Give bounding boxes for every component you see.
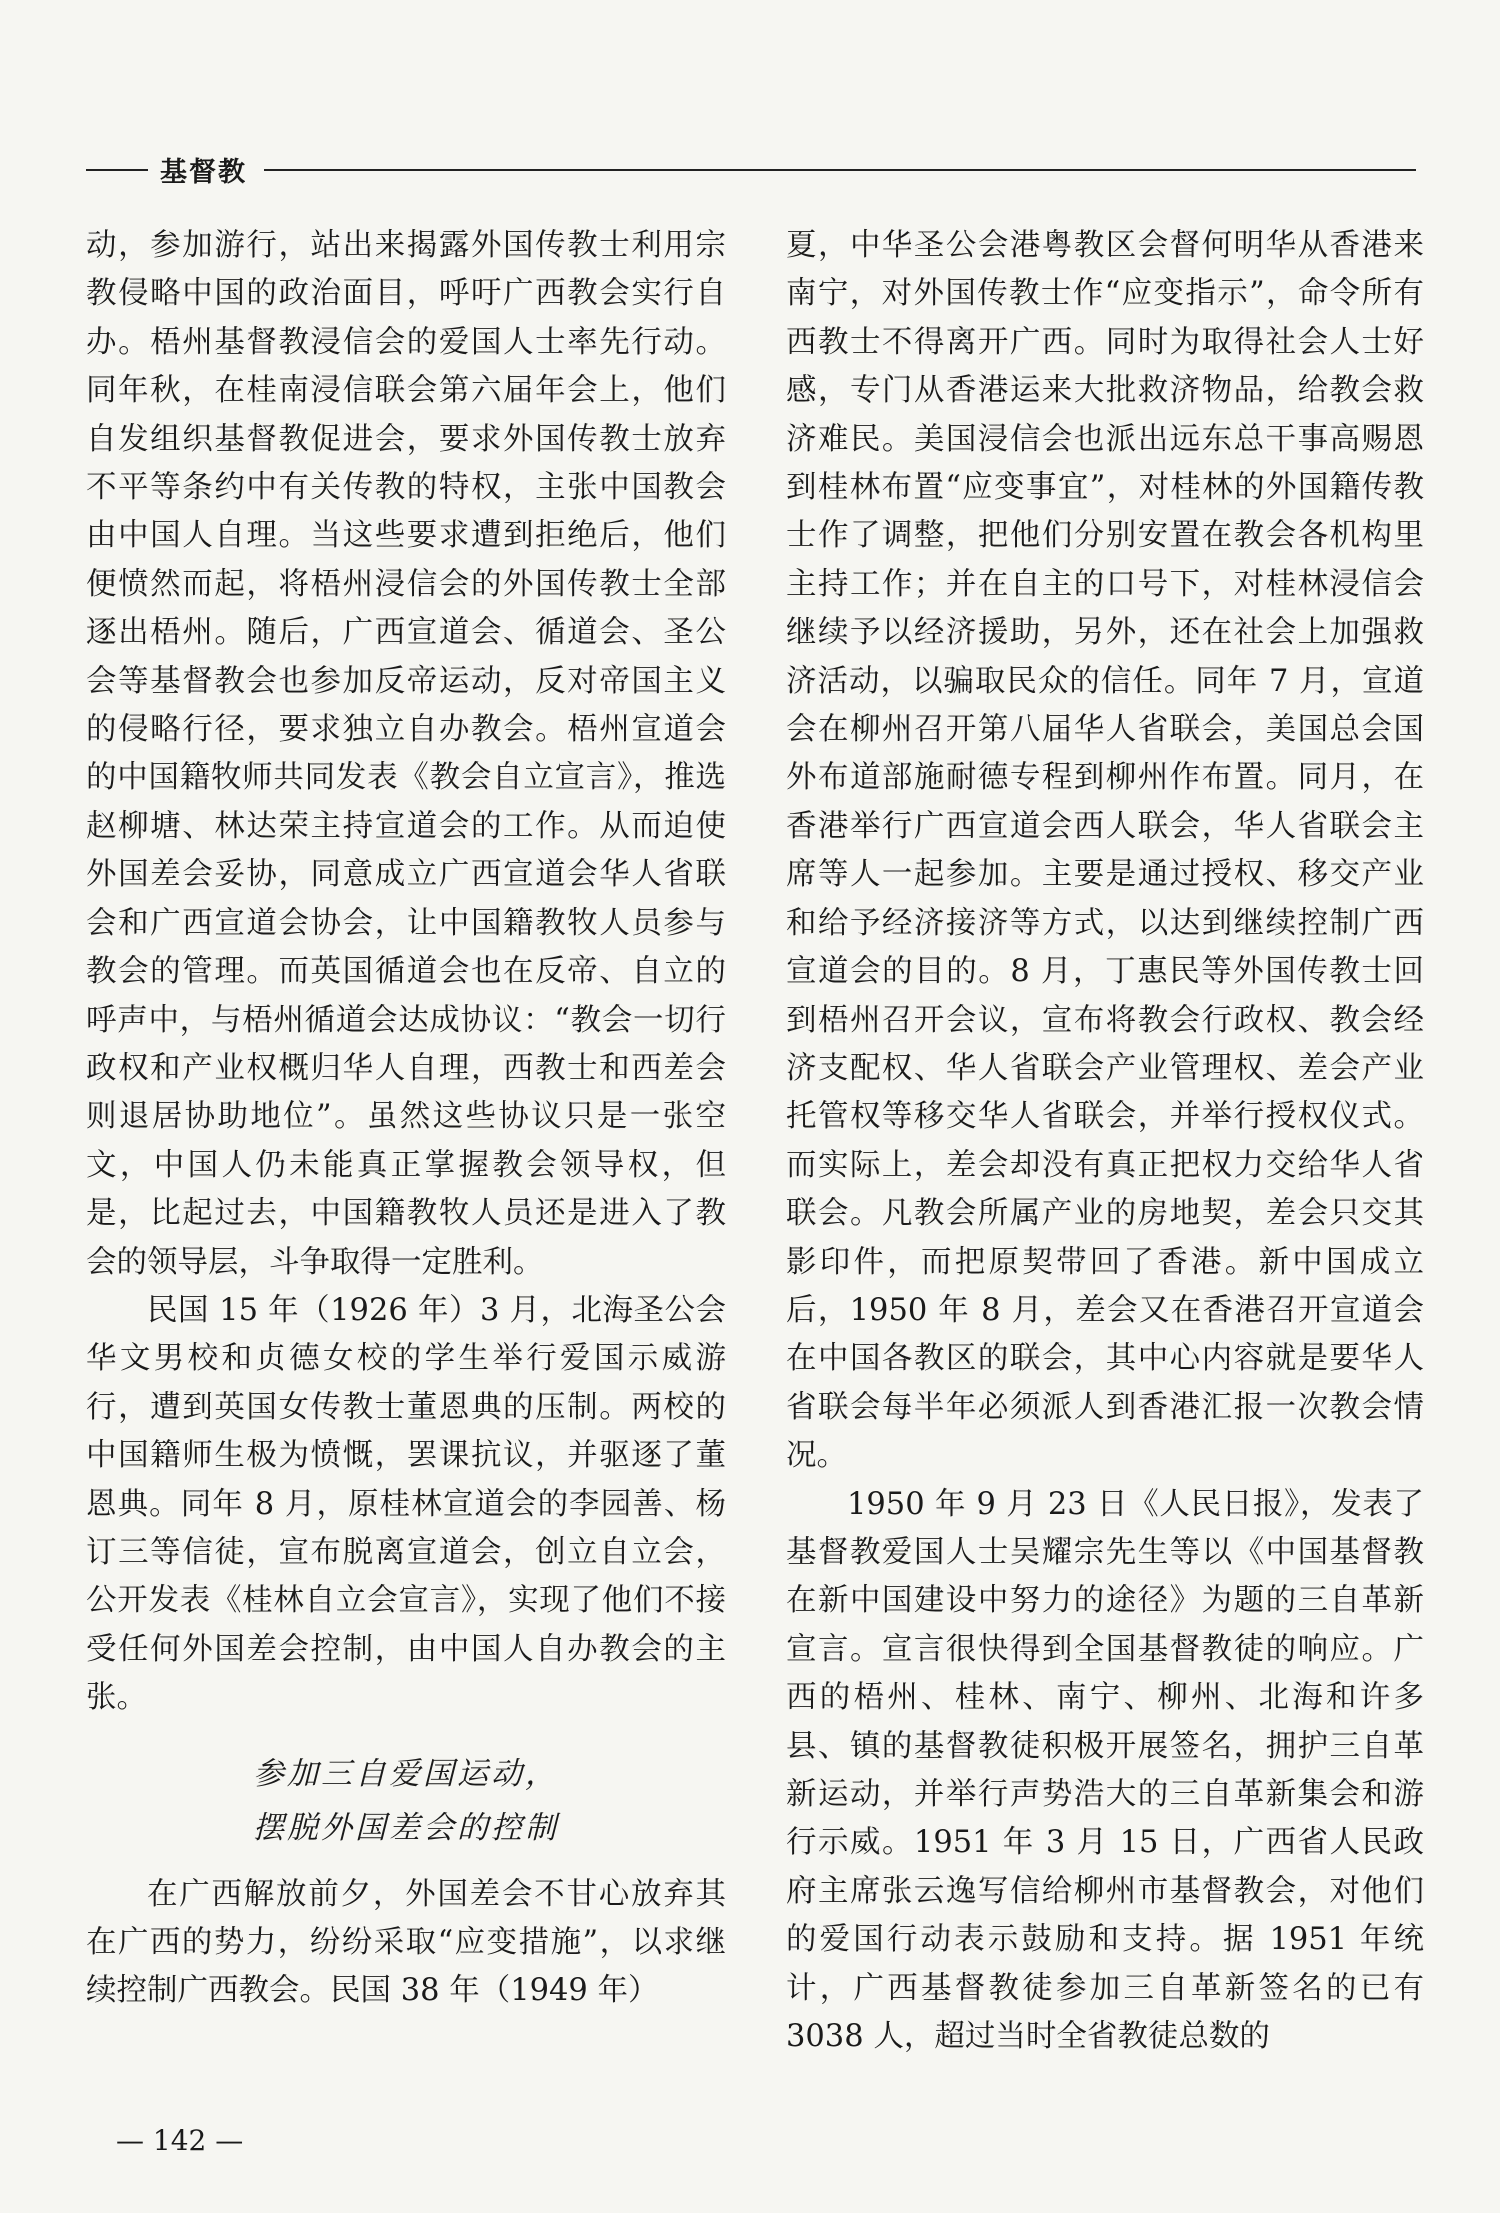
left-paragraph-2: 民国 15 年（1926 年）3 月，北海圣公会华文男校和贞德女校的学生举行爱国示威游行，遭到英国女传教士董恩典的压制。两校的中国籍师生极为愤慨，罢课抗议，并驱逐了董恩典。同年 8 月，原桂林宣道会的李园善、杨订三等信徒，宣布脱离宣道会，创立自立会，公开发表《桂林自立会宣言》，实现了他们不接受任何外国差会控制，由中国人自办教会的主张。 [86, 1292, 726, 1716]
section-heading-line-1: 参加三自爱国运动， [253, 1755, 559, 1792]
left-column [86, 222, 726, 2142]
left-paragraph-3: 在广西解放前夕，外国差会不甘心放弃其在广西的势力，纷纷采取“应变措施”，以求继续控制广西教会。民国 38 年（1949 年） [86, 1876, 726, 2009]
header-rule-right [264, 169, 1416, 171]
right-paragraph-2: 1950 年 9 月 23 日《人民日报》，发表了基督教爱国人士吴耀宗先生等以《中国基督教在新中国建设中努力的途径》为题的三自革新宣言。宣言很快得到全国基督教徒的响应。广西的梧州、桂林、南宁、柳州、北海和许多县、镇的基督教徒积极开展签名，拥护三自革新运动，并举行声势浩大的三自革新集会和游行示威。1951 年 3 月 15 日，广西省人民政府主席张云逸写信给柳州市基督教会，对他们的爱国行动表示鼓励和支持。据 1951 年统计，广西基督教徒参加三自革新签名的已有 3038 人，超过当时全省教徒总数的 [786, 1486, 1424, 2055]
left-paragraph-1: 动，参加游行，站出来揭露外国传教士利用宗教侵略中国的政治面目，呼吁广西教会实行自办。梧州基督教浸信会的爱国人士率先行动。同年秋，在桂南浸信联会第六届年会上，他们自发组织基督教促进会，要求外国传教士放弃不平等条约中有关传教的特权，主张中国教会由中国人自理。当这些要求遭到拒绝后，他们便愤然而起，将梧州浸信会的外国传教士全部逐出梧州。随后，广西宣道会、循道会、圣公会等基督教会也参加反帝运动，反对帝国主义的侵略行径，要求独立自办教会。梧州宣道会的中国籍牧师共同发表《教会自立宣言》，推选赵柳塘、林达荣主持宣道会的工作。从而迫使外国差会妥协，同意成立广西宣道会华人省联会和广西宣道会协会，让中国籍教牧人员参与教会的管理。而英国循道会也在反帝、自立的呼声中，与梧州循道会达成协议：“教会一切行政权和产业权概归华人自理，西教士和西差会则退居协助地位”。虽然这些协议只是一张空文，中国人仍未能真正掌握教会领导权，但是，比起过去，中国籍教牧人员还是进入了教会的领导层，斗争取得一定胜利。 [86, 228, 726, 1280]
right-column [786, 222, 1424, 2142]
section-heading-line-2: 摆脱外国差会的控制 [253, 1809, 559, 1846]
right-paragraph-1: 夏，中华圣公会港粤教区会督何明华从香港来南宁，对外国传教士作“应变指示”，命令所有西教士不得离开广西。同时为取得社会人士好感，专门从香港运来大批救济物品，给教会救济难民。美国浸信会也派出远东总干事高赐恩到桂林布置“应变事宜”，对桂林的外国籍传教士作了调整，把他们分别安置在教会各机构里主持工作；并在自主的口号下，对桂林浸信会继续予以经济援助，另外，还在社会上加强救济活动，以骗取民众的信任。同年 7 月，宣道会在柳州召开第八届华人省联会，美国总会国外布道部施耐德专程到柳州作布置。同月，在香港举行广西宣道会西人联会，华人省联会主席等人一起参加。主要是通过授权、移交产业和给予经济接济等方式，以达到继续控制广西宣道会的目的。8 月，丁惠民等外国传教士回到梧州召开会议，宣布将教会行政权、教会经济支配权、华人省联会产业管理权、差会产业托管权等移交华人省联会，并举行授权仪式。而实际上，差会却没有真正把权力交给华人省联会。凡教会所属产业的房地契，差会只交其影印件，而把原契带回了香港。新中国成立后，1950 年 8 月，差会又在香港召开宣道会在中国各教区的联会，其中心内容就是要华人省联会每半年必须派人到香港汇报一次教会情况。 [786, 228, 1424, 1474]
running-header [86, 150, 1416, 190]
header-rule-left [86, 169, 148, 171]
section-heading [86, 1747, 726, 1855]
page-number: — 142 — [116, 2124, 244, 2157]
header-title: 基督教 [160, 157, 247, 188]
